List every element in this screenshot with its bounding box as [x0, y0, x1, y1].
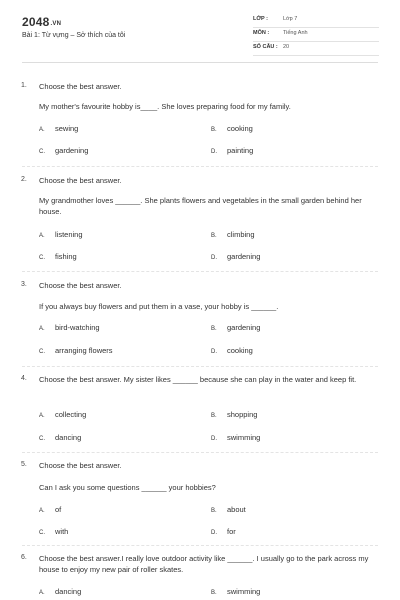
- option-b[interactable]: [211, 587, 260, 596]
- option-b[interactable]: [211, 505, 246, 514]
- header-divider: [22, 62, 378, 63]
- question-text: If you always buy flowers and put them in a vase, your hobby is ______.: [39, 302, 279, 311]
- question-instruction: Choose the best answer. My sister likes ______ because she can play in the water and keep fit.: [39, 375, 357, 384]
- logo-domain: .VN: [50, 21, 62, 27]
- option-d[interactable]: [211, 252, 260, 261]
- question-instruction: Choose the best answer.I really love outdoor activity like ______. I usually go to the park across my house to enjoy my new pair of roller skates.: [39, 554, 369, 574]
- meta-label: SỐ CÂU :: [253, 44, 278, 50]
- option-letter: A.: [39, 326, 45, 332]
- option-c[interactable]: [39, 346, 113, 355]
- option-letter: A.: [39, 127, 45, 133]
- option-text: of: [55, 505, 62, 514]
- option-letter: B.: [211, 413, 217, 419]
- option-a[interactable]: [39, 505, 61, 514]
- question-number: 3.: [21, 281, 27, 288]
- option-c[interactable]: [39, 252, 77, 261]
- option-a[interactable]: [39, 230, 83, 239]
- option-c[interactable]: [39, 146, 88, 155]
- option-text: arranging flowers: [55, 346, 113, 355]
- option-d[interactable]: [211, 433, 260, 442]
- question-instruction: Choose the best answer.: [39, 281, 122, 290]
- option-text: collecting: [55, 410, 87, 419]
- option-letter: B.: [211, 127, 217, 133]
- option-text: swimming: [227, 433, 261, 442]
- option-text: about: [227, 505, 246, 514]
- option-text: cooking: [227, 346, 253, 355]
- option-letter: D.: [211, 436, 217, 442]
- option-letter: C.: [39, 255, 45, 261]
- question-number: 4.: [21, 375, 27, 382]
- question-separator: [22, 545, 378, 546]
- option-a[interactable]: [39, 410, 86, 419]
- question-instruction: Choose the best answer.: [39, 461, 122, 470]
- lesson-title: Bài 1: Từ vựng – Sở thích của tôi: [22, 32, 126, 39]
- meta-value: Lớp 7: [283, 16, 298, 22]
- option-text: climbing: [227, 230, 255, 239]
- option-text: gardening: [227, 323, 261, 332]
- question-separator: [22, 452, 378, 453]
- option-text: gardening: [227, 252, 261, 261]
- logo-text: 2048: [22, 15, 50, 29]
- meta-label: LỚP :: [253, 16, 268, 22]
- option-text: sewing: [55, 124, 79, 133]
- question-number: 1.: [21, 82, 27, 89]
- option-text: shopping: [227, 410, 258, 419]
- meta-value: Tiếng Anh: [283, 30, 308, 36]
- meta-row-subject: [253, 27, 379, 42]
- option-b[interactable]: [211, 124, 253, 133]
- option-b[interactable]: [211, 410, 257, 419]
- question-instruction: Choose the best answer.: [39, 176, 122, 185]
- option-c[interactable]: [39, 527, 68, 536]
- option-letter: A.: [39, 233, 45, 239]
- question-text: My grandmother loves ______. She plants flowers and vegetables in the small garden behind her house.: [39, 196, 362, 216]
- option-d[interactable]: [211, 346, 253, 355]
- meta-label: MÔN :: [253, 30, 270, 36]
- option-letter: D.: [211, 530, 217, 536]
- question-text: My mother's favourite hobby is____. She loves preparing food for my family.: [39, 102, 291, 111]
- option-letter: C.: [39, 530, 45, 536]
- question-instruction: Choose the best answer.: [39, 82, 122, 91]
- option-text: cooking: [227, 124, 253, 133]
- option-text: for: [227, 527, 236, 536]
- option-letter: B.: [211, 508, 217, 514]
- option-b[interactable]: [211, 323, 260, 332]
- option-letter: A.: [39, 413, 45, 419]
- option-b[interactable]: [211, 230, 255, 239]
- question-number: 6.: [21, 554, 27, 561]
- meta-row-question-count: [253, 41, 379, 56]
- option-text: gardening: [55, 146, 89, 155]
- option-a[interactable]: [39, 323, 100, 332]
- option-letter: A.: [39, 590, 45, 596]
- option-text: dancing: [55, 587, 82, 596]
- meta-row-grade: [253, 13, 379, 28]
- question-number: 2.: [21, 176, 27, 183]
- option-letter: C.: [39, 436, 45, 442]
- option-a[interactable]: [39, 587, 81, 596]
- option-d[interactable]: [211, 527, 236, 536]
- question-separator: [22, 271, 378, 272]
- question-number: 5.: [21, 461, 27, 468]
- option-letter: D.: [211, 255, 217, 261]
- option-text: bird-watching: [55, 323, 100, 332]
- option-letter: D.: [211, 149, 217, 155]
- option-c[interactable]: [39, 433, 81, 442]
- option-d[interactable]: [211, 146, 253, 155]
- option-letter: D.: [211, 349, 217, 355]
- question-separator: [22, 366, 378, 367]
- meta-value: 20: [283, 44, 290, 50]
- option-letter: A.: [39, 508, 45, 514]
- option-letter: C.: [39, 349, 45, 355]
- option-letter: B.: [211, 326, 217, 332]
- option-letter: B.: [211, 590, 217, 596]
- option-text: fishing: [55, 252, 77, 261]
- option-text: dancing: [55, 433, 82, 442]
- option-text: painting: [227, 146, 254, 155]
- worksheet-header: [0, 0, 400, 62]
- option-letter: C.: [39, 149, 45, 155]
- site-logo[interactable]: [22, 15, 61, 29]
- option-letter: B.: [211, 233, 217, 239]
- question-separator: [22, 166, 378, 167]
- option-text: listening: [55, 230, 83, 239]
- option-text: swimming: [227, 587, 261, 596]
- question-text: Can I ask you some questions ______ your hobbies?: [39, 483, 216, 492]
- option-text: with: [55, 527, 69, 536]
- option-a[interactable]: [39, 124, 78, 133]
